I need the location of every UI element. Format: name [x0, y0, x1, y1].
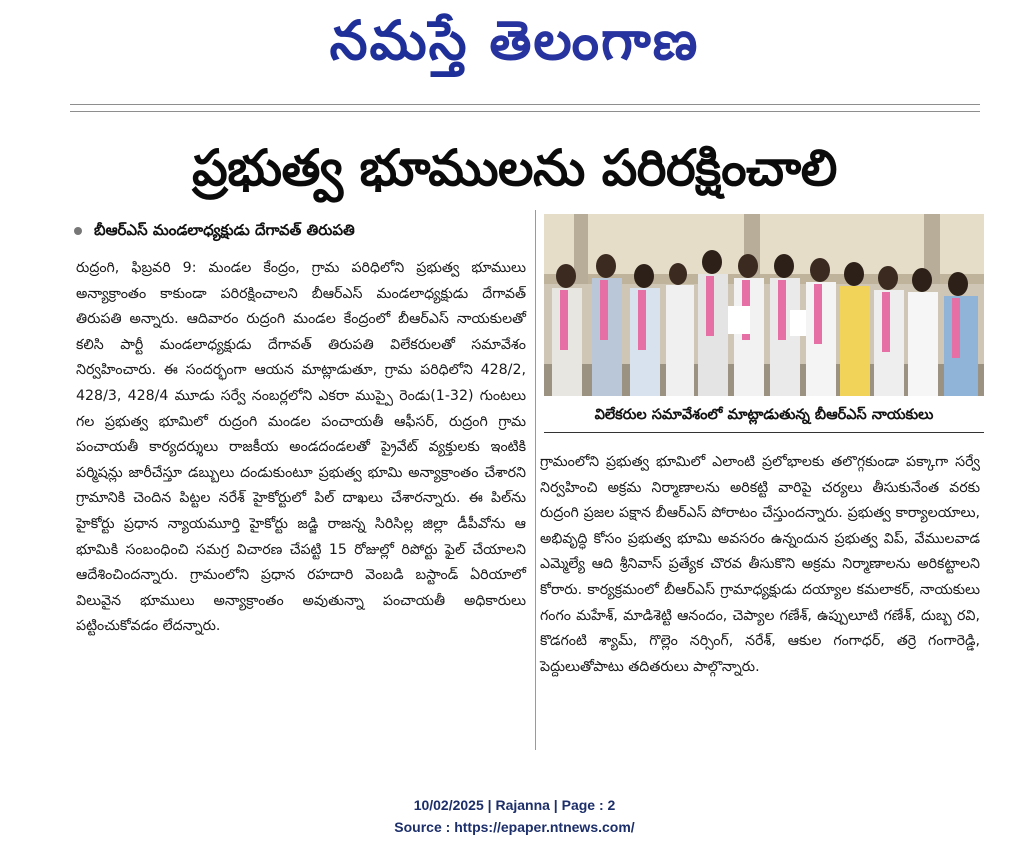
- footer-source: Source : https://epaper.ntnews.com/: [394, 819, 635, 835]
- masthead-logo: [0, 8, 1029, 72]
- photo-caption: విలేకరుల సమావేశంలో మాట్లాడుతున్న బీఆర్ఎస్ నాయకులు: [594, 407, 934, 423]
- bullet-icon: [74, 227, 82, 235]
- top-divider-double: [70, 111, 980, 112]
- caption-rule: [544, 432, 984, 433]
- subheading-text: బీఆర్ఎస్ మండలాధ్యక్షుడు దేగావత్ తిరుపతి: [94, 221, 355, 239]
- article-column-2: గ్రామంలోని ప్రభుత్వ భూమిలో ఎలాంటి ప్రలోభాలకు తలొగ్గకుండా పక్కాగా సర్వే నిర్వహించి అక్రమ నిర్మాణాలను అరికట్టి వారిపై చర్యలు తీసుకునేంత వరకు రుద్రంగి ప్రజల పక్షాన బీఆర్ఎస్ పోరాటం చేస్తుందన్నారు. ప్రభుత్వ కార్యాలయాలు, అభివృద్ధి కోసం ప్రభుత్వ భూమి అవసరం ఉన్నందున ప్రభుత్వ విప్, వేములవాడ ఎమ్మెల్యే ఆది శ్రీనివాస్ ప్రత్యేక చొరవ తీసుకొని అక్రమ నిర్మాణాలను అరికట్టాలని కోరారు. కార్యక్రమంలో బీఆర్ఎస్ గ్రామాధ్యక్షుడు దయ్యాల కమలాకర్, నాయకులు గంగం మహేశ్, మాడిశెట్టి ఆనందం, చెప్యాల గణేశ్, ఉప్పులూటి గణేశ్, దుబ్బ రవి, కొడగంటి శ్యామ్, గొల్లెం నర్సింగ్, నరేశ్, ఆకుల గంగాధర్, తర్రె గంగారెడ్డి, పెద్దులుతోపాటు తదితరులు పాల్గొన్నారు.: [540, 454, 980, 675]
- article-headline: ప్రభుత్వ భూములను పరిరక్షించాలి: [192, 139, 837, 197]
- column-divider: [535, 210, 536, 750]
- article-subheading: [74, 219, 534, 241]
- news-photo: [544, 214, 984, 396]
- article-column-1: రుద్రంగి, ఫిబ్రవరి 9: మండల కేంద్రం, గ్రామ పరిధిలోని ప్రభుత్వ భూములు అన్యాక్రాంతం కాకుండా పరిరక్షించాలని బీఆర్ఎస్ మండలాధ్యక్షుడు దేగావత్ తిరుపతి అన్నారు. ఆదివారం రుద్రంగి మండల కేంద్రంలో బీఆర్ఎస్ నాయకులతో కలిసి పార్టీ మండలాధ్యక్షుడు దేగావత్ తిరుపతి విలేకరులతో సమావేశం నిర్వహించారు. ఈ సందర్భంగా ఆయన మాట్లాడుతూ, గ్రామ పరిధిలోని 428/2, 428/3, 428/4 మూడు సర్వే నంబర్లలోని ఎకరా ముప్పై రెండు(1-32) గుంటలు గల ప్రభుత్వ భూమిలో రుద్రంగి మండల పంచాయతీ ఆఫీసర్, రుద్రంగి గ్రామ పంచాయతీ కార్యదర్శులు రాజకీయ అండదండలతో ప్రైవేట్ వ్యక్తులకు ఇంటికి పర్మిషన్లు జారీచేస్తూ డబ్బులు దండుకుంటూ ప్రభుత్వ భూమి అన్యాక్రాంతం చేశారని గ్రామానికి చెందిన పిట్టల నరేశ్ హైకోర్టులో పిల్ దాఖలు చేశారన్నారు. ఈ పిల్‌ను హైకోర్టు ప్రధాన న్యాయమూర్తి హైకోర్టు జడ్జి రాజన్న సిరిసిల్ల జిల్లా డీపీవోను ఆ భూమికి సంబంధించి సమగ్ర విచారణ చేపట్టి 15 రోజుల్లో రిపోర్టు ఫైల్ చేయాలని ఆదేశించిందన్నారు. గ్రామంలోని ప్రధాన రహదారి వెంబడి బస్టాండ్ ఏరియాలో విలువైన భూములు అన్యాక్రాంతం అవుతున్నా పంచాయతీ అధికారులు పట్టించుకోవడం లేదన్నారు.: [76, 260, 526, 635]
- footer-date-edition: 10/02/2025 | Rajanna | Page : 2: [413, 797, 616, 813]
- top-divider: [70, 104, 980, 105]
- masthead-word-1: నమస్తే: [329, 8, 469, 72]
- masthead-word-2: తెలంగాణ: [489, 8, 700, 72]
